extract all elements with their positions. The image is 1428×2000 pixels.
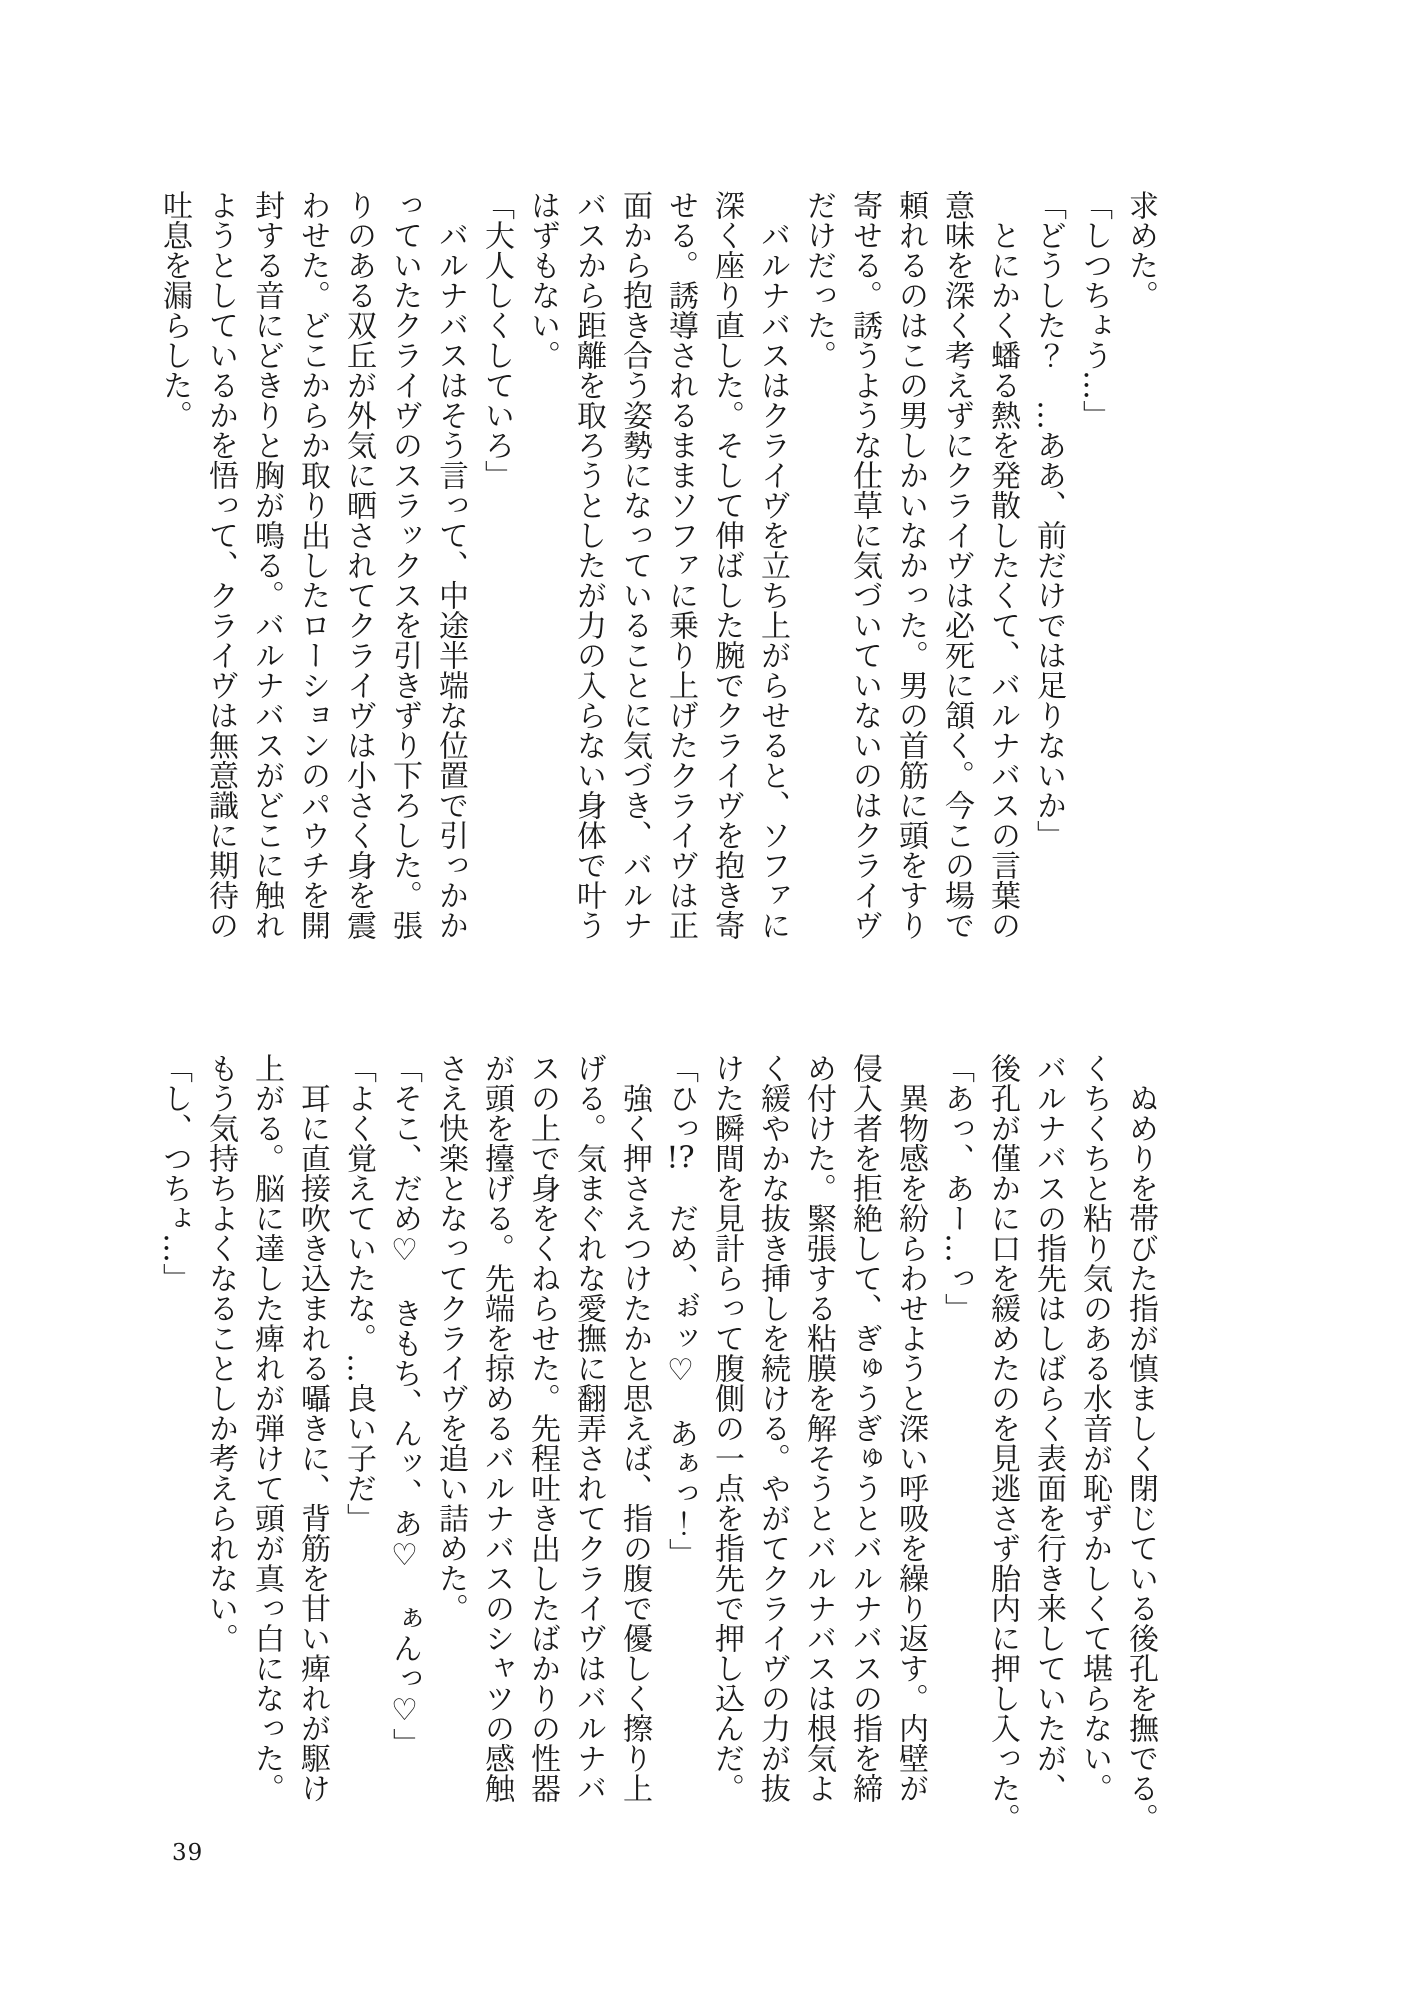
text-column: が頭を擡げる。先端を掠めるバルナバスのシャツの感触	[479, 1053, 514, 1803]
text-column: だけだった。	[801, 190, 836, 370]
text-column: りのある双丘が外気に晒されてクライヴは小さく身を震	[341, 190, 376, 940]
text-column: 頼れるのはこの男しかいなかった。男の首筋に頭をすり	[893, 190, 928, 940]
text-column: くちくちと粘り気のある水音が恥ずかしくて堪らない。	[1077, 1053, 1112, 1803]
lower-text-block	[151, 1053, 1163, 1863]
text-column: わせた。どこからか取り出したローションのパウチを開	[295, 190, 330, 940]
text-column: 吐息を漏らした。	[157, 190, 192, 430]
text-column: 「ひっ!? だめ、ぉ゙ッ♡ あぁっ！」	[663, 1053, 698, 1568]
text-column: バルナバスはクライヴを立ち上がらせると、ソファに	[755, 190, 790, 940]
text-column: ぬめりを帯びた指が慎ましく閉じている後孔を撫でる。	[1123, 1053, 1158, 1833]
text-column: 上がる。脳に達した痺れが弾けて頭が真っ白になった。	[249, 1053, 284, 1803]
page-number: 39	[172, 1840, 204, 1866]
text-column: ようとしているかを悟って、クライヴは無意識に期待の	[203, 190, 238, 940]
text-column: スの上で身をくねらせた。先程吐き出したばかりの性器	[525, 1053, 560, 1803]
text-column: さえ快楽となってクライヴを追い詰めた。	[433, 1053, 468, 1623]
text-column: 深く座り直した。そして伸ばした腕でクライヴを抱き寄	[709, 190, 744, 940]
text-column: 侵入者を拒絶して、ぎゅうぎゅうとバルナバスの指を締	[847, 1053, 882, 1803]
text-column: とにかく蟠る熱を発散したくて、バルナバスの言葉の	[985, 190, 1020, 940]
text-column: 異物感を紛らわせようと深い呼吸を繰り返す。内壁が	[893, 1053, 928, 1803]
text-column: もう気持ちよくなることしか考えられない。	[203, 1053, 238, 1653]
upper-text-block	[151, 190, 1163, 1000]
text-column: め付けた。緊張する粘膜を解そうとバルナバスは根気よ	[801, 1053, 836, 1803]
text-column: 寄せる。誘うような仕草に気づいていないのはクライヴ	[847, 190, 882, 940]
text-column: けた瞬間を見計らって腹側の一点を指先で押し込んだ。	[709, 1053, 744, 1803]
text-column: 「大人しくしていろ」	[479, 190, 514, 490]
text-column: はずもない。	[525, 190, 560, 370]
text-column: 「し、つちょ…」	[157, 1053, 192, 1293]
text-column: 「あっ、あー…っ」	[939, 1053, 974, 1323]
text-column: 「しつちょう…」	[1077, 190, 1112, 430]
text-column: せる。誘導されるままソファに乗り上げたクライヴは正	[663, 190, 698, 940]
text-column: 「よく覚えていたな。…良い子だ」	[341, 1053, 376, 1533]
text-column: 耳に直接吹き込まれる囁きに、背筋を甘い痺れが駆け	[295, 1053, 330, 1803]
text-column: 後孔が僅かに口を緩めたのを見逃さず胎内に押し入った。	[985, 1053, 1020, 1833]
text-column: 強く押さえつけたかと思えば、指の腹で優しく擦り上	[617, 1053, 652, 1803]
text-column: く緩やかな抜き挿しを続ける。やがてクライヴの力が抜	[755, 1053, 790, 1803]
text-column: 「そこ、だめ♡ きもち、んッ、あ♡ ぁんっ♡」	[387, 1053, 422, 1758]
text-column: っていたクライヴのスラックスを引きずり下ろした。張	[387, 190, 422, 940]
text-column: 求めた。	[1123, 190, 1158, 310]
text-column: げる。気まぐれな愛撫に翻弄されてクライヴはバルナバ	[571, 1053, 606, 1803]
text-column: バルナバスはそう言って、中途半端な位置で引っかか	[433, 190, 468, 940]
text-column: 封する音にどきりと胸が鳴る。バルナバスがどこに触れ	[249, 190, 284, 940]
text-column: 「どうした？ …ああ、前だけでは足りないか」	[1031, 190, 1066, 850]
text-column: 意味を深く考えずにクライヴは必死に頷く。今この場で	[939, 190, 974, 940]
text-column: バスから距離を取ろうとしたが力の入らない身体で叶う	[571, 190, 606, 940]
exclamation-question-tatechuyoko: !?	[666, 1143, 695, 1173]
text-column: バルナバスの指先はしばらく表面を行き来していたが、	[1031, 1053, 1066, 1803]
text-column: 面から抱き合う姿勢になっていることに気づき、バルナ	[617, 190, 652, 940]
